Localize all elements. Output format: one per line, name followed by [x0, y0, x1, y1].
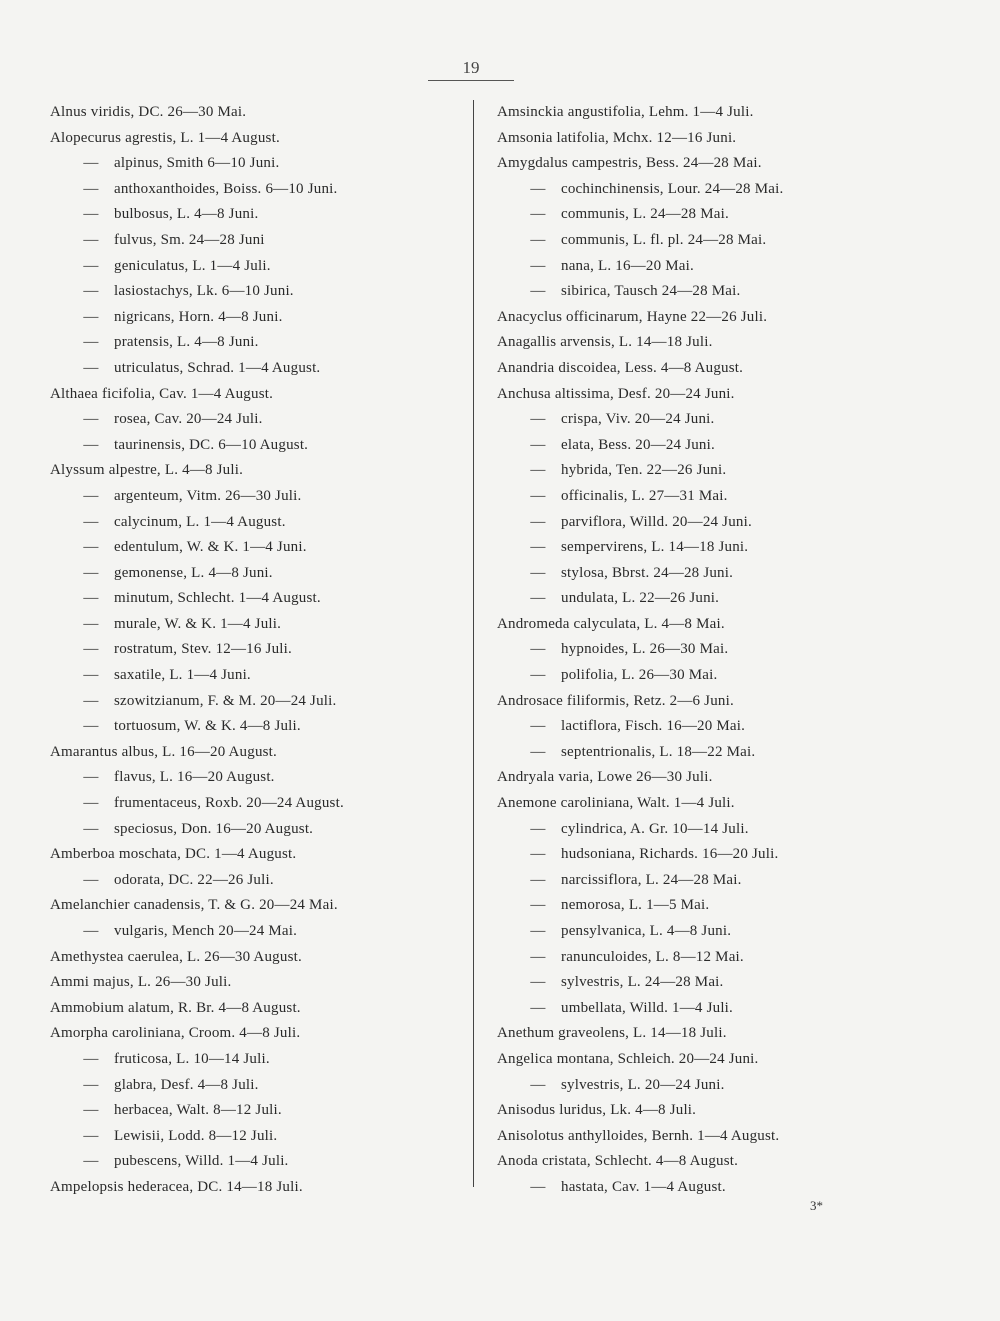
entry-text: herbacea, Walt. 8—12 Juli. [114, 1102, 282, 1119]
list-item [497, 100, 877, 126]
ditto-dash: — [83, 641, 99, 658]
list-item [497, 458, 877, 484]
entry-text: bulbosus, L. 4—8 Juni. [114, 206, 259, 223]
entry-text: minutum, Schlecht. 1—4 August. [114, 590, 321, 607]
ditto-dash: — [530, 948, 546, 965]
entry-text: Alopecurus agrestis, L. 1—4 August. [50, 129, 280, 146]
entry-text: hybrida, Ten. 22—26 Juni. [561, 462, 727, 479]
list-item [50, 382, 460, 408]
page-number: 19 [462, 58, 480, 77]
list-item [497, 765, 877, 791]
ditto-dash: — [530, 1076, 546, 1093]
ditto-dash: — [83, 1102, 99, 1119]
list-item [50, 791, 460, 817]
ditto-dash: — [530, 513, 546, 530]
ditto-dash: — [83, 615, 99, 632]
column-divider [473, 100, 474, 1187]
list-item [497, 228, 877, 254]
list-item [497, 817, 877, 843]
entry-text: fruticosa, L. 10—14 Juli. [114, 1050, 270, 1067]
list-item [50, 561, 460, 587]
entry-text: Anchusa altissima, Desf. 20—24 Juni. [497, 385, 735, 402]
entry-text: hudsoniana, Richards. 16—20 Juli. [561, 846, 779, 863]
entry-text: nana, L. 16—20 Mai. [561, 257, 694, 274]
entry-text: Anoda cristata, Schlecht. 4—8 August. [497, 1153, 739, 1170]
ditto-dash: — [83, 692, 99, 709]
list-item [50, 228, 460, 254]
entry-text: alpinus, Smith 6—10 Juni. [114, 155, 280, 172]
ditto-dash: — [83, 231, 99, 248]
entry-text: Amarantus albus, L. 16—20 August. [50, 743, 278, 760]
list-item [50, 765, 460, 791]
ditto-dash: — [530, 718, 546, 735]
entry-text: Anandria discoidea, Less. 4—8 August. [497, 359, 744, 376]
entry-text: Andryala varia, Lowe 26—30 Juli. [497, 769, 713, 786]
list-item [497, 535, 877, 561]
entry-text: Anagallis arvensis, L. 14—18 Juli. [497, 334, 713, 351]
list-item [50, 177, 460, 203]
entry-text: Ammi majus, L. 26—30 Juli. [50, 974, 232, 991]
entry-text: anthoxanthoides, Boiss. 6—10 Juni. [114, 180, 338, 197]
ditto-dash: — [83, 155, 99, 172]
entry-text: glabra, Desf. 4—8 Juli. [114, 1076, 259, 1093]
entry-text: rosea, Cav. 20—24 Juli. [114, 411, 263, 428]
list-item [497, 382, 877, 408]
entry-text: communis, L. 24—28 Mai. [561, 206, 729, 223]
entry-text: nigricans, Horn. 4—8 Juni. [114, 308, 283, 325]
entry-text: murale, W. & K. 1—4 Juli. [114, 615, 282, 632]
list-item [497, 868, 877, 894]
list-item [50, 535, 460, 561]
entry-text: cylindrica, A. Gr. 10—14 Juli. [561, 820, 749, 837]
entry-text: communis, L. fl. pl. 24—28 Mai. [561, 231, 767, 248]
entry-text: umbellata, Willd. 1—4 Juli. [561, 999, 734, 1016]
list-item [50, 817, 460, 843]
list-item [50, 970, 460, 996]
list-item [497, 177, 877, 203]
entry-text: Alnus viridis, DC. 26—30 Mai. [50, 104, 247, 120]
list-item [497, 714, 877, 740]
list-item [50, 305, 460, 331]
ditto-dash: — [530, 1178, 546, 1195]
list-item [497, 1047, 877, 1073]
entry-text: Anacyclus officinarum, Hayne 22—26 Juli. [497, 308, 768, 325]
ditto-dash: — [83, 1050, 99, 1067]
list-item [50, 510, 460, 536]
list-item [50, 586, 460, 612]
entry-text: gemonense, L. 4—8 Juni. [114, 564, 273, 581]
entry-text: narcissiflora, L. 24—28 Mai. [561, 871, 742, 888]
entry-text: taurinensis, DC. 6—10 August. [114, 436, 309, 453]
list-item [497, 740, 877, 766]
entry-text: Althaea ficifolia, Cav. 1—4 August. [50, 385, 274, 402]
list-item [50, 1021, 460, 1047]
entry-text: cochinchinensis, Lour. 24—28 Mai. [561, 180, 784, 197]
ditto-dash: — [530, 539, 546, 556]
ditto-dash: — [530, 641, 546, 658]
entry-text: Angelica montana, Schleich. 20—24 Juni. [497, 1050, 759, 1067]
entry-text: sylvestris, L. 24—28 Mai. [561, 974, 724, 991]
ditto-dash: — [83, 436, 99, 453]
list-item [497, 945, 877, 971]
entry-text: Lewisii, Lodd. 8—12 Juli. [114, 1127, 278, 1144]
entry-text: Amberboa moschata, DC. 1—4 August. [50, 846, 297, 863]
list-item [50, 1047, 460, 1073]
ditto-dash: — [530, 180, 546, 197]
entry-text: Anisodus luridus, Lk. 4—8 Juli. [497, 1102, 697, 1119]
entry-text: pubescens, Willd. 1—4 Juli. [114, 1153, 289, 1170]
list-item [497, 356, 877, 382]
entry-text: polifolia, L. 26—30 Mai. [561, 667, 718, 684]
list-item [50, 330, 460, 356]
entry-text: Alyssum alpestre, L. 4—8 Juli. [50, 462, 244, 479]
entry-text: Ammobium alatum, R. Br. 4—8 August. [50, 999, 301, 1016]
list-item [497, 586, 877, 612]
ditto-dash: — [530, 283, 546, 300]
ditto-dash: — [530, 667, 546, 684]
list-item [50, 612, 460, 638]
list-item [50, 1175, 460, 1201]
ditto-dash: — [530, 487, 546, 504]
list-item [50, 714, 460, 740]
ditto-dash: — [83, 411, 99, 428]
entry-text: Amsonia latifolia, Mchx. 12—16 Juni. [497, 129, 737, 146]
list-item [50, 202, 460, 228]
list-item [497, 510, 877, 536]
ditto-dash: — [83, 667, 99, 684]
left-column [50, 100, 460, 1201]
list-item [50, 996, 460, 1022]
list-item [497, 893, 877, 919]
entry-text: officinalis, L. 27—31 Mai. [561, 487, 728, 504]
ditto-dash: — [83, 283, 99, 300]
entry-text: ranunculoides, L. 8—12 Mai. [561, 948, 744, 965]
entry-text: Amethystea caerulea, L. 26—30 August. [50, 948, 302, 965]
ditto-dash: — [83, 334, 99, 351]
list-item [50, 689, 460, 715]
ditto-dash: — [530, 411, 546, 428]
entry-text: flavus, L. 16—20 August. [114, 769, 275, 786]
list-item [497, 254, 877, 280]
ditto-dash: — [530, 564, 546, 581]
entry-text: stylosa, Bbrst. 24—28 Juni. [561, 564, 734, 581]
entry-text: utriculatus, Schrad. 1—4 August. [114, 359, 321, 376]
ditto-dash: — [83, 206, 99, 223]
list-item [50, 919, 460, 945]
ditto-dash: — [83, 795, 99, 812]
list-item [497, 484, 877, 510]
list-item [50, 842, 460, 868]
entry-text: sempervirens, L. 14—18 Juni. [561, 539, 749, 556]
entry-text: szowitzianum, F. & M. 20—24 Juli. [114, 692, 337, 709]
ditto-dash: — [83, 1127, 99, 1144]
entry-text: rostratum, Stev. 12—16 Juli. [114, 641, 292, 658]
ditto-dash: — [83, 180, 99, 197]
entry-text: Androsace filiformis, Retz. 2—6 Juni. [497, 692, 734, 709]
entry-text: Ampelopsis hederacea, DC. 14—18 Juli. [50, 1178, 303, 1195]
list-item [497, 970, 877, 996]
ditto-dash: — [530, 206, 546, 223]
ditto-dash: — [530, 974, 546, 991]
list-item [50, 945, 460, 971]
ditto-dash: — [83, 257, 99, 274]
list-item [497, 637, 877, 663]
list-item [50, 407, 460, 433]
list-item [497, 1124, 877, 1150]
list-item [50, 663, 460, 689]
entry-text: vulgaris, Mench 20—24 Mai. [114, 923, 298, 939]
entry-text: nemorosa, L. 1—5 Mai. [561, 897, 710, 914]
ditto-dash: — [83, 1076, 99, 1093]
list-item [497, 279, 877, 305]
list-item [497, 202, 877, 228]
list-item [50, 868, 460, 894]
list-item [50, 254, 460, 280]
list-item [50, 893, 460, 919]
entry-text: Amygdalus campestris, Bess. 24—28 Mai. [497, 155, 762, 172]
entry-text: saxatile, L. 1—4 Juni. [114, 667, 251, 684]
ditto-dash: — [530, 436, 546, 453]
ditto-dash: — [530, 462, 546, 479]
list-item [50, 637, 460, 663]
entry-text: geniculatus, L. 1—4 Juli. [114, 257, 271, 274]
entry-text: Anemone caroliniana, Walt. 1—4 Juli. [497, 795, 735, 812]
list-item [50, 458, 460, 484]
list-item [50, 356, 460, 382]
list-item [497, 612, 877, 638]
entry-text: odorata, DC. 22—26 Juli. [114, 871, 274, 888]
list-item [497, 919, 877, 945]
entry-text: tortuosum, W. & K. 4—8 Juli. [114, 718, 301, 735]
ditto-dash: — [83, 590, 99, 607]
ditto-dash: — [530, 820, 546, 837]
list-item [497, 1021, 877, 1047]
list-item [497, 1175, 877, 1201]
ditto-dash: — [530, 923, 546, 939]
ditto-dash: — [530, 897, 546, 914]
ditto-dash: — [83, 718, 99, 735]
signature-mark: 3* [810, 1198, 823, 1213]
entry-text: Amelanchier canadensis, T. & G. 20—24 Mai. [50, 897, 338, 914]
entry-text: Anisolotus anthylloides, Bernh. 1—4 August. [497, 1127, 780, 1144]
list-item [497, 1073, 877, 1099]
ditto-dash: — [83, 820, 99, 837]
entry-text: fulvus, Sm. 24—28 Juni [114, 231, 265, 248]
right-column [497, 100, 877, 1201]
entry-text: frumentaceus, Roxb. 20—24 August. [114, 795, 344, 812]
entry-text: parviflora, Willd. 20—24 Juni. [561, 513, 752, 530]
entry-text: septentrionalis, L. 18—22 Mai. [561, 743, 756, 760]
entry-text: lasiostachys, Lk. 6—10 Juni. [114, 283, 294, 300]
entry-text: argenteum, Vitm. 26—30 Juli. [114, 487, 302, 504]
list-item [50, 484, 460, 510]
entry-text: lactiflora, Fisch. 16—20 Mai. [561, 718, 746, 735]
list-item [50, 151, 460, 177]
list-item [497, 126, 877, 152]
entry-text: undulata, L. 22—26 Juni. [561, 590, 720, 607]
list-item [50, 100, 460, 126]
list-item [50, 740, 460, 766]
entry-text: calycinum, L. 1—4 August. [114, 513, 286, 530]
entry-text: pensylvanica, L. 4—8 Juni. [561, 923, 732, 939]
ditto-dash: — [530, 257, 546, 274]
list-item [497, 151, 877, 177]
ditto-dash: — [83, 539, 99, 556]
list-item [497, 996, 877, 1022]
page-number-rule [428, 80, 514, 81]
ditto-dash: — [83, 359, 99, 376]
entry-text: Andromeda calyculata, L. 4—8 Mai. [497, 615, 725, 632]
ditto-dash: — [83, 871, 99, 888]
entry-text: elata, Bess. 20—24 Juni. [561, 436, 715, 453]
ditto-dash: — [83, 487, 99, 504]
list-item [50, 1149, 460, 1175]
list-item [497, 1149, 877, 1175]
list-item [50, 433, 460, 459]
entry-text: sibirica, Tausch 24—28 Mai. [561, 283, 741, 300]
ditto-dash: — [83, 1153, 99, 1170]
ditto-dash: — [530, 846, 546, 863]
list-item [50, 1124, 460, 1150]
list-item [50, 1098, 460, 1124]
entry-text: crispa, Viv. 20—24 Juni. [561, 411, 715, 428]
ditto-dash: — [83, 769, 99, 786]
entry-text: hypnoides, L. 26—30 Mai. [561, 641, 729, 658]
list-item [497, 305, 877, 331]
ditto-dash: — [83, 513, 99, 530]
entry-text: Amorpha caroliniana, Croom. 4—8 Juli. [50, 1025, 301, 1042]
entry-text: Amsinckia angustifolia, Lehm. 1—4 Juli. [497, 104, 754, 120]
list-item [497, 407, 877, 433]
list-item [50, 126, 460, 152]
list-item [497, 842, 877, 868]
ditto-dash: — [83, 564, 99, 581]
ditto-dash: — [530, 231, 546, 248]
list-item [497, 663, 877, 689]
ditto-dash: — [530, 999, 546, 1016]
entry-text: speciosus, Don. 16—20 August. [114, 820, 314, 837]
ditto-dash: — [83, 308, 99, 325]
entry-text: hastata, Cav. 1—4 August. [561, 1178, 726, 1195]
ditto-dash: — [530, 590, 546, 607]
list-item [497, 433, 877, 459]
list-item [497, 1098, 877, 1124]
entry-text: Anethum graveolens, L. 14—18 Juli. [497, 1025, 727, 1042]
ditto-dash: — [530, 871, 546, 888]
ditto-dash: — [83, 923, 99, 939]
list-item [497, 791, 877, 817]
list-item [497, 689, 877, 715]
list-item [497, 561, 877, 587]
list-item [50, 279, 460, 305]
list-item [50, 1073, 460, 1099]
entry-text: pratensis, L. 4—8 Juni. [114, 334, 259, 351]
ditto-dash: — [530, 743, 546, 760]
entry-text: sylvestris, L. 20—24 Juni. [561, 1076, 725, 1093]
entry-text: edentulum, W. & K. 1—4 Juni. [114, 539, 307, 556]
list-item [497, 330, 877, 356]
